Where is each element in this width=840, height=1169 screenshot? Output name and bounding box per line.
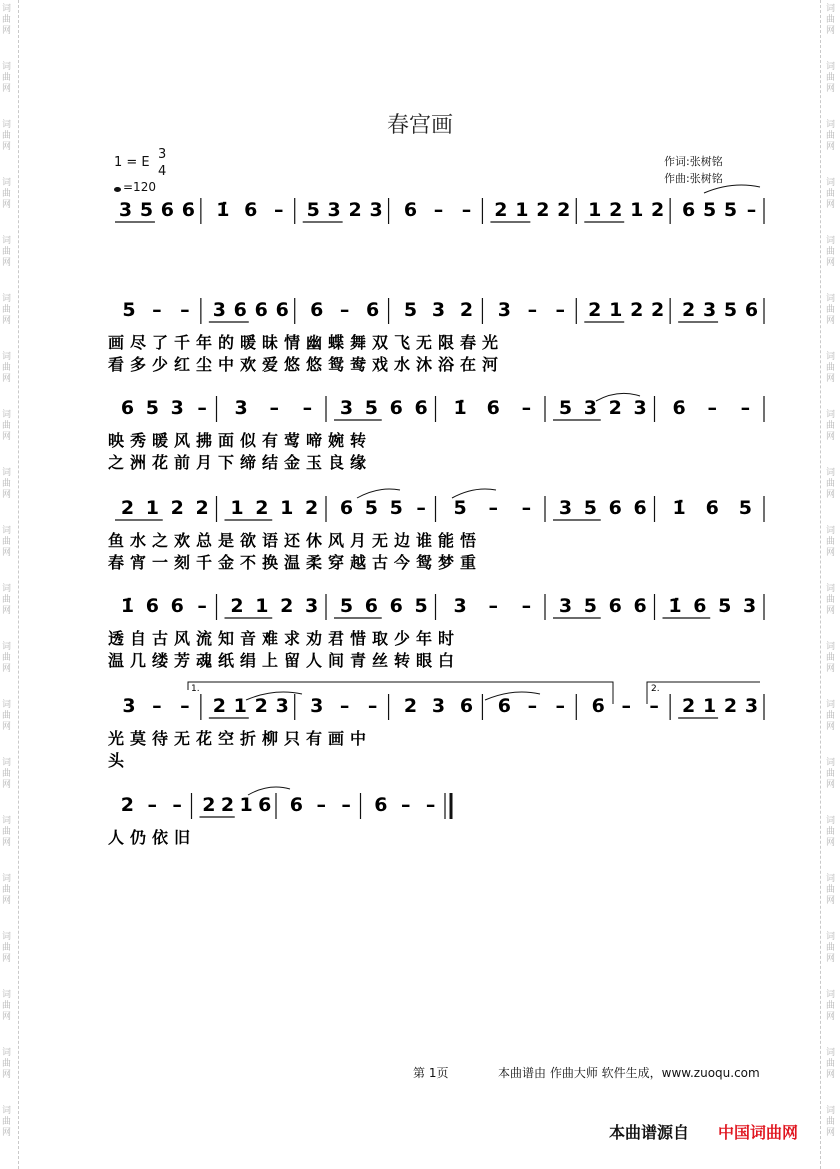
lyric-line: 之洲花前月下缔结金玉良缘 (108, 453, 373, 472)
score-note: – (152, 695, 162, 717)
score-note: – (521, 595, 532, 617)
score-note: 2 (682, 299, 696, 321)
volta-bracket-1 (188, 682, 613, 704)
score-note: 1̇ (216, 199, 230, 221)
lyric-line: 光莫待无花空折柳只有画中 (108, 729, 373, 748)
meter-bottom: 4 (158, 164, 167, 179)
score-note: 2 (254, 695, 268, 717)
score-note: – (180, 299, 190, 321)
score-note: 1 (255, 595, 269, 617)
score-note: 2 (459, 299, 474, 321)
score-note: – (339, 299, 350, 321)
score-note: 6 (633, 497, 647, 519)
score-note: 3 (118, 199, 133, 221)
lyric-line: 人仍依旧 (108, 828, 197, 847)
score-note: 2 (588, 299, 602, 321)
score-note: 3 (744, 695, 759, 717)
score-note: 2 (195, 497, 209, 519)
score-note: 6 (682, 199, 696, 221)
score-note: – (316, 794, 326, 816)
score-note: 1̇ (672, 497, 686, 519)
score-note: 3 (304, 595, 319, 617)
score-note: – (341, 794, 351, 816)
score-note: 6 (181, 199, 195, 221)
score-note: – (488, 595, 498, 617)
score-note: 6 (254, 299, 268, 321)
score-note: 6 (374, 794, 388, 816)
score-note: 6 (244, 199, 258, 221)
score-note: – (521, 397, 532, 419)
score-note: 2 (348, 199, 362, 221)
score-note: 6 (608, 497, 622, 519)
score-note: – (555, 299, 566, 321)
score-note: 1̇ (120, 595, 135, 617)
score-note: 1 (702, 695, 717, 717)
watermark-left-strip: 词曲网 词曲网 词曲网 词曲网 词曲网 词曲网 词曲网 词曲网 词曲网 词曲网 词曲网 词曲网 词曲网 词曲网 词曲网 词曲网 词曲网 词曲网 词曲网 词曲网 (0, 0, 16, 1169)
score-note: 6 (414, 397, 428, 419)
score-note: 3 (170, 397, 184, 419)
score-note: 1 (233, 695, 247, 717)
score-note: – (461, 199, 472, 221)
score-note: 3 (275, 695, 289, 717)
score-note: – (746, 199, 757, 221)
score-note: 3 (327, 199, 341, 221)
score-note: – (527, 695, 538, 717)
score-note: – (488, 497, 498, 519)
score-note: – (555, 695, 566, 717)
score-note: 6 (233, 299, 247, 321)
score-note: 6 (389, 397, 403, 419)
meter-top: 3 (158, 147, 167, 162)
score-note: 6 (289, 794, 304, 816)
score-note: 2 (557, 199, 571, 221)
score-note: 2 (170, 497, 184, 519)
score-note: – (527, 299, 538, 321)
score-note: – (147, 794, 157, 816)
score-note: 5 (558, 397, 573, 419)
score-note: 1 (588, 199, 602, 221)
score-note: – (367, 695, 378, 717)
score-note: 6 (145, 595, 159, 617)
score-note: 1 (515, 199, 529, 221)
score-note: 5 (139, 199, 154, 221)
volta-label-1: 1. (191, 684, 200, 694)
score-note: – (152, 299, 162, 321)
lyric-line: 温几缕芳魂纸绢上留人间青丝转眼白 (108, 651, 461, 670)
score-note: 2 (280, 595, 294, 617)
score-note: – (197, 595, 207, 617)
score-note: – (180, 695, 190, 717)
watermark-right: 词曲网 (826, 4, 836, 36)
score-note: 2 (609, 199, 623, 221)
score-note: 1 (280, 497, 294, 519)
score-note: 6 (693, 595, 707, 617)
lyric-line: 看多少红尘中欢爱悠悠鸳鸯戏水沐浴在河 (108, 355, 505, 374)
score-note: 2 (494, 199, 508, 221)
watermark-left: 词曲网 (2, 4, 12, 36)
score-note: 3 (453, 595, 467, 617)
score-note: 2 (230, 595, 244, 617)
score-note: – (416, 497, 426, 519)
score-note: 2 (682, 695, 696, 717)
score-note: 5 (145, 397, 159, 419)
song-title: 春宫画 (386, 113, 453, 138)
score-note: 5 (339, 595, 354, 617)
score-note: 6 (364, 595, 378, 617)
score-note: 3 (431, 299, 446, 321)
score-note: 5 (718, 595, 732, 617)
score-note: 2 (536, 199, 550, 221)
score-note: 3 (431, 695, 446, 717)
generator-note: 本曲谱由 作曲大师 软件生成，www.zuoqu.com (498, 1066, 760, 1080)
slur-mark (704, 185, 760, 193)
score-note: 2 (255, 497, 269, 519)
lyric-line: 鱼水之欢总是欲语还休风月无边谁能悟 (108, 531, 483, 550)
lyricist-credit: 作词:张树铭 (664, 155, 723, 168)
score-note: – (172, 794, 182, 816)
score-note: 2 (304, 497, 319, 519)
score-note: – (302, 397, 313, 419)
score-note: – (425, 794, 436, 816)
score-note: 3 (234, 397, 248, 419)
score-note: 5 (723, 199, 738, 221)
score-note: 1 (145, 497, 159, 519)
score-note: – (339, 695, 350, 717)
lyric-line: 头 (108, 751, 131, 770)
score-note: 1 (609, 299, 623, 321)
score-note: – (197, 397, 207, 419)
score-note: 5 (306, 199, 320, 221)
lyric-line: 画尽了千年的暖昧情幽蝶舞双飞无限春光 (108, 333, 505, 352)
score-note: 6 (120, 397, 135, 419)
score-note: 5 (364, 497, 378, 519)
score-note: 2 (723, 695, 738, 717)
composer-credit: 作曲:张树铭 (664, 172, 723, 185)
score-note: 6 (705, 497, 719, 519)
score-note: 5 (583, 595, 597, 617)
score-note: 5 (414, 595, 428, 617)
score-note: – (401, 794, 411, 816)
score-note: 2 (220, 794, 235, 816)
source-label: 本曲谱源自 (609, 1123, 690, 1142)
score-note: 3 (702, 299, 717, 321)
score-note: 6 (608, 595, 622, 617)
score-note: 2 (212, 695, 226, 717)
score-note: 2 (202, 794, 216, 816)
score-note: 3 (742, 595, 757, 617)
score-note: 6 (497, 695, 512, 717)
score-note: 6 (403, 199, 418, 221)
score-note: 3 (339, 397, 354, 419)
score-note: – (707, 397, 717, 419)
score-note: 6 (744, 299, 759, 321)
lyric-line: 映秀暖风拂面似有莺啼婉转 (108, 431, 373, 450)
score-note: 5 (453, 497, 467, 519)
score-note: 2 (630, 299, 644, 321)
score-note: 3 (212, 299, 226, 321)
score-note: 3 (497, 299, 512, 321)
score-note: 2 (120, 794, 135, 816)
score-note: 3 (122, 695, 136, 717)
score-note: 5 (403, 299, 418, 321)
lyric-line: 春宵一刻千金不换温柔穿越古今鸳梦重 (108, 553, 483, 572)
volta-label-2: 2. (651, 684, 660, 694)
lyric-line: 透自古风流知音难求劝君惜取少年时 (108, 629, 461, 648)
score-note: 5 (389, 497, 403, 519)
score-note: 6 (633, 595, 647, 617)
score-note: 6 (258, 794, 272, 816)
score-note: 3 (369, 199, 383, 221)
score-note: 1 (239, 794, 253, 816)
score-note: 3 (583, 397, 597, 419)
score-note: 6 (459, 695, 474, 717)
score-note: 1 (630, 199, 644, 221)
score-note: 6 (389, 595, 403, 617)
tempo-value: =120 (123, 180, 156, 194)
source-brand: 中国词曲网 (718, 1123, 799, 1142)
score-note: – (269, 397, 279, 419)
score-note: – (649, 695, 659, 717)
score-note: 1 (230, 497, 244, 519)
score-note: 5 (738, 497, 753, 519)
score-note: 1̇ (668, 595, 682, 617)
score-note: 2 (651, 299, 665, 321)
score-note: 3 (633, 397, 647, 419)
score-note: – (740, 397, 751, 419)
score-note: – (433, 199, 444, 221)
score-note: 6 (160, 199, 175, 221)
score-note: 5 (122, 299, 136, 321)
score-note: 6 (339, 497, 354, 519)
score-note: 1̇ (453, 397, 467, 419)
watermark-right-strip: 词曲网 词曲网 词曲网 词曲网 词曲网 词曲网 词曲网 词曲网 词曲网 词曲网 词曲网 词曲网 词曲网 词曲网 词曲网 词曲网 词曲网 词曲网 词曲网 词曲网 (824, 0, 840, 1169)
score-note: – (273, 199, 284, 221)
score-note: 3 (558, 595, 573, 617)
score-note: 6 (170, 595, 184, 617)
score-note: 5 (723, 299, 738, 321)
score-note: 6 (486, 397, 500, 419)
score-note: 6 (365, 299, 380, 321)
score-note: 6 (591, 695, 605, 717)
score-note: – (521, 497, 532, 519)
score-note: 2 (120, 497, 135, 519)
score-note: – (621, 695, 631, 717)
score-note: 6 (275, 299, 289, 321)
score-note: 5 (702, 199, 717, 221)
score-note: 6 (310, 299, 324, 321)
score-note: 2 (403, 695, 418, 717)
score-note: 3 (558, 497, 573, 519)
score-note: 5 (364, 397, 378, 419)
key-signature: 1 = E (114, 155, 150, 170)
score-note: 2 (651, 199, 665, 221)
score-note: 5 (583, 497, 597, 519)
score-note: 3 (310, 695, 324, 717)
page-number: 第 1页 (413, 1066, 449, 1080)
score-note: 2 (608, 397, 622, 419)
score-note: 6 (672, 397, 686, 419)
